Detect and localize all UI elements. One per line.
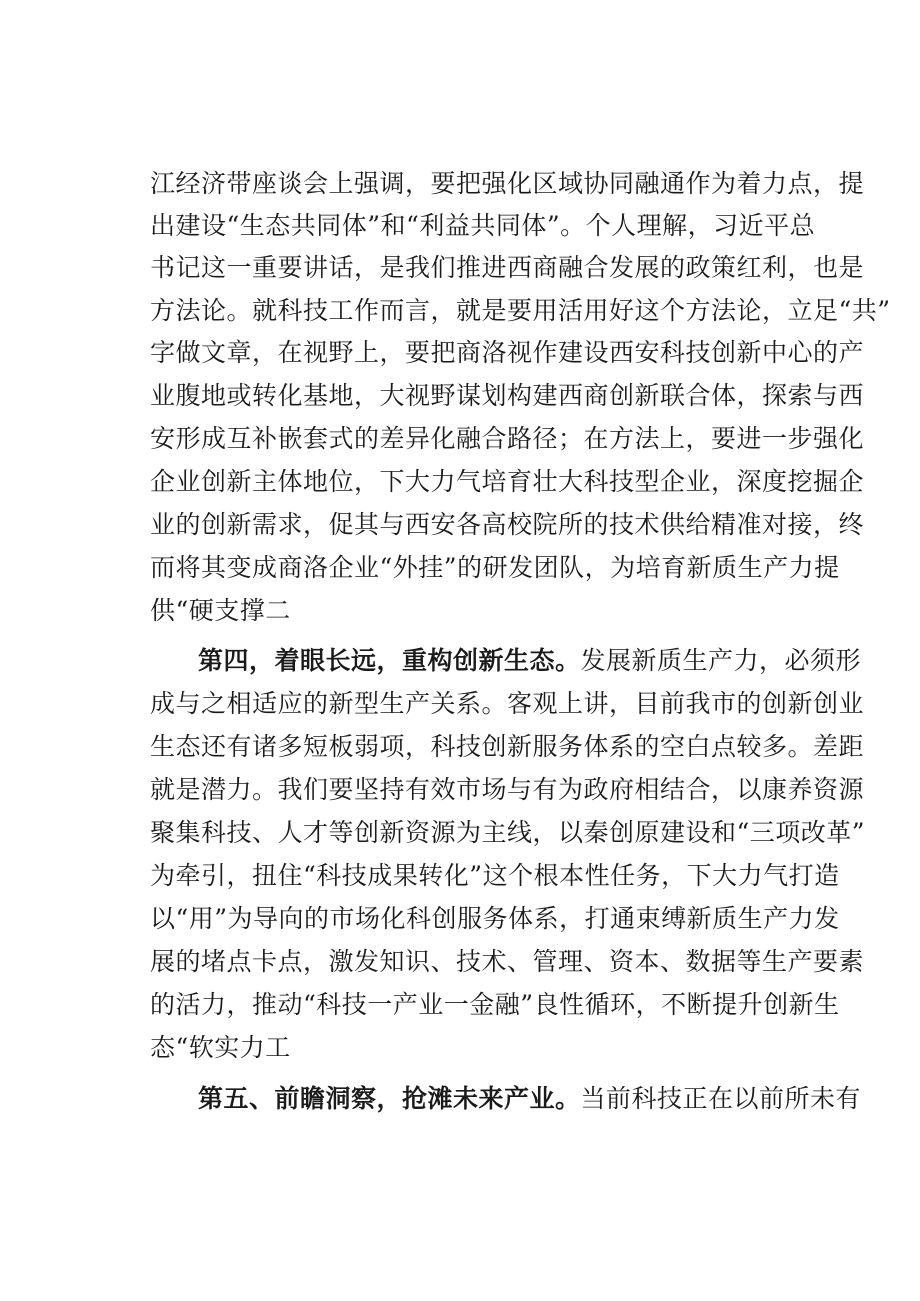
paragraph-2-line-1: [198, 641, 862, 681]
paragraph-1-line-1: 江经济带座谈会上强调，要把强化区域协同融通作为着力点，提: [150, 169, 865, 198]
paragraph-1-line-9: 业的创新需求，促其与西安各高校院所的技术供给精准对接，终: [150, 510, 865, 539]
paragraph-1-line-8: 企业创新主体地位，下大力气培育壮大科技型企业，深度挖掘企: [150, 467, 865, 496]
paragraph-1-line-4: 方法论。就科技工作而言，就是要用活用好这个方法论，立足“共”: [150, 296, 891, 325]
paragraph-2-line-8: 展的堵点卡点，激发知识、技术、管理、资本、数据等生产要素: [150, 947, 865, 976]
paragraph-2-line-10: 态“软实力工: [150, 1033, 291, 1062]
paragraph-3-line-1-text: 当前科技正在以前所未有: [580, 1084, 862, 1113]
paragraph-1-line-5: 字做文章，在视野上，要把商洛视作建设西安科技创新中心的产: [150, 338, 865, 367]
paragraph-2-line-6: 为牵引，扭住“科技成果转化”这个根本性任务，下大力气打造: [150, 861, 840, 890]
paragraph-2-line-5: 聚集科技、人才等创新资源为主线，以秦创原建设和“三项改革”: [150, 818, 866, 847]
paragraph-1-line-10: 而将其变成商洛企业“外挂”的研发团队，为培育新质生产力提: [150, 553, 840, 582]
paragraph-3-line-1: [198, 1079, 862, 1119]
paragraph-2-line-9: 的活力，推动“科技一产业一金融”良性循环，不断提升创新生: [150, 990, 840, 1019]
paragraph-2-line-2: 成与之相适应的新型生产关系。客观上讲，目前我市的创新创业: [150, 689, 865, 718]
paragraph-1-line-7: 安形成互补嵌套式的差异化融合路径；在方法上，要进一步强化: [150, 424, 865, 453]
section-heading-5: 第五、前瞻洞察，抢滩未来产业。: [198, 1084, 581, 1113]
paragraph-2-line-4: 就是潜力。我们要坚持有效市场与有为政府相结合，以康养资源: [150, 775, 865, 804]
paragraph-1-line-6: 业腹地或转化基地，大视野谋划构建西商创新联合体，探索与西: [150, 381, 865, 410]
paragraph-1-line-11: 供“硬支撑二: [150, 596, 291, 625]
paragraph-1-line-2: 出建设“生态共同体”和“利益共同体”。个人理解，习近平总: [150, 211, 816, 240]
section-heading-4: 第四，着眼长远，重构创新生态。: [198, 646, 581, 675]
paragraph-1-line-3: 书记这一重要讲话，是我们推进西商融合发展的政策红利，也是: [150, 253, 865, 282]
paragraph-2-line-1-text: 发展新质生产力，必须形: [580, 646, 862, 675]
paragraph-2-line-7: 以“用”为导向的市场化科创服务体系，打通束缚新质生产力发: [150, 904, 840, 933]
paragraph-2-line-3: 生态还有诸多短板弱项，科技创新服务体系的空白点较多。差距: [150, 732, 865, 761]
